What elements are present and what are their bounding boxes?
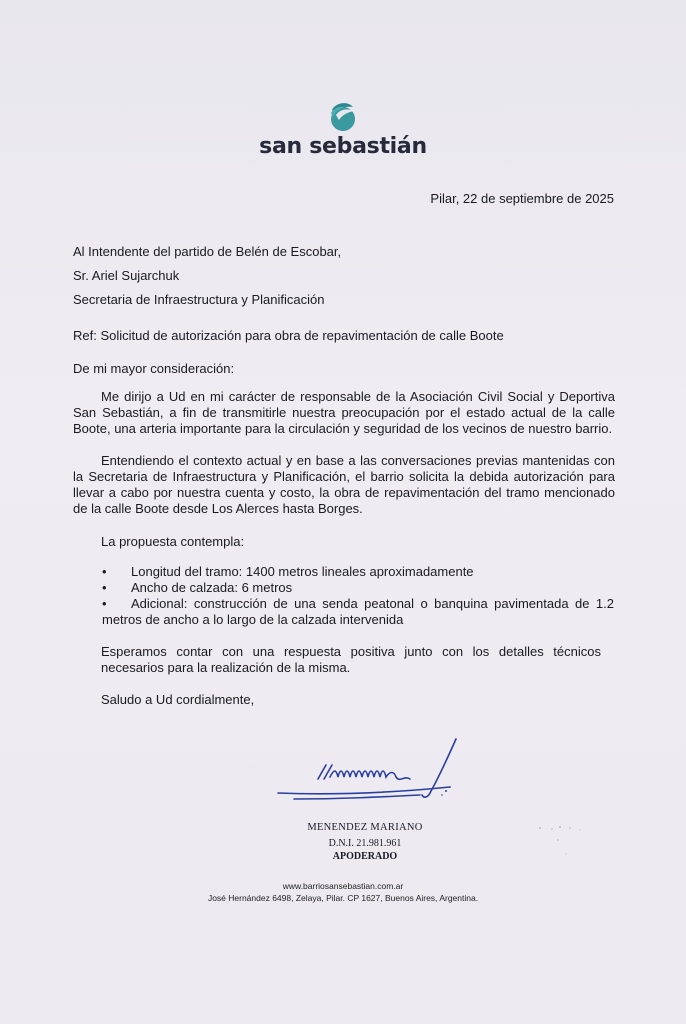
paragraph-2: Entendiendo el contexto actual y en base a las conversaciones previas mantenidas con la Secretaria de Infraestructura y Planificación, el barrio solicita la debida autorización para llevar a cabo por nuestra cuenta y costo, la obra de repavimentación del tramo mencionado de la calle Boote desde Los Alerces hasta Borges. <box>73 453 615 516</box>
recipient-line-2: Sr. Ariel Sujarchuk <box>73 268 180 283</box>
proposal-list <box>102 564 614 628</box>
closing: Saludo a Ud cordialmente, <box>101 692 255 707</box>
paragraph-1: Me dirijo a Ud en mi carácter de responsable de la Asociación Civil Social y Deportiva San Sebastián, a fin de transmitirle nuestra preocupación por el estado actual de la calle Boote, una arteria importante para la circulación y seguridad de los vecinos de nuestro barrio. <box>73 389 615 436</box>
list-item: • Longitud del tramo: 1400 metros lineales aproximadamente <box>102 564 474 579</box>
footer-website: www.barriosansebastian.com.ar <box>282 881 404 891</box>
handwritten-signature <box>270 735 470 815</box>
bullet-icon: • <box>102 596 107 611</box>
scan-specks <box>530 820 590 860</box>
list-item: • Ancho de calzada: 6 metros <box>102 580 293 595</box>
reference-line: Ref: Solicitud de autorización para obra de repavimentación de calle Boote <box>73 328 504 343</box>
list-item: • Adicional: construcción de una senda peatonal o banquina pavimentada de 1.2 metros de ancho a lo largo de la calzada intervenida <box>102 596 614 627</box>
bullet-icon: • <box>102 580 107 595</box>
signer-role: APODERADO <box>332 851 398 862</box>
recipient-line-3: Secretaria de Infraestructura y Planificación <box>73 292 325 307</box>
bullet-icon: • <box>102 564 107 579</box>
signer-dni: D.N.I. 21.981.961 <box>328 838 402 849</box>
footer-address: José Hernández 6498, Zelaya, Pilar. CP 1627, Buenos Aires, Argentina. <box>207 893 479 903</box>
closing-paragraph: Esperamos contar con una respuesta positiva junto con los detalles técnicos necesarios para la realización de la misma. <box>101 644 601 675</box>
brand-name: san sebastián <box>259 134 427 159</box>
salutation: De mi mayor consideración: <box>73 361 235 376</box>
signer-name: MENENDEZ MARIANO <box>307 822 423 833</box>
recipient-line-1: Al Intendente del partido de Belén de Escobar, <box>73 244 342 259</box>
proposal-intro: La propuesta contempla: <box>101 534 245 549</box>
place-date: Pilar, 22 de septiembre de 2025 <box>430 191 614 206</box>
leaf-emblem-icon <box>326 100 358 132</box>
